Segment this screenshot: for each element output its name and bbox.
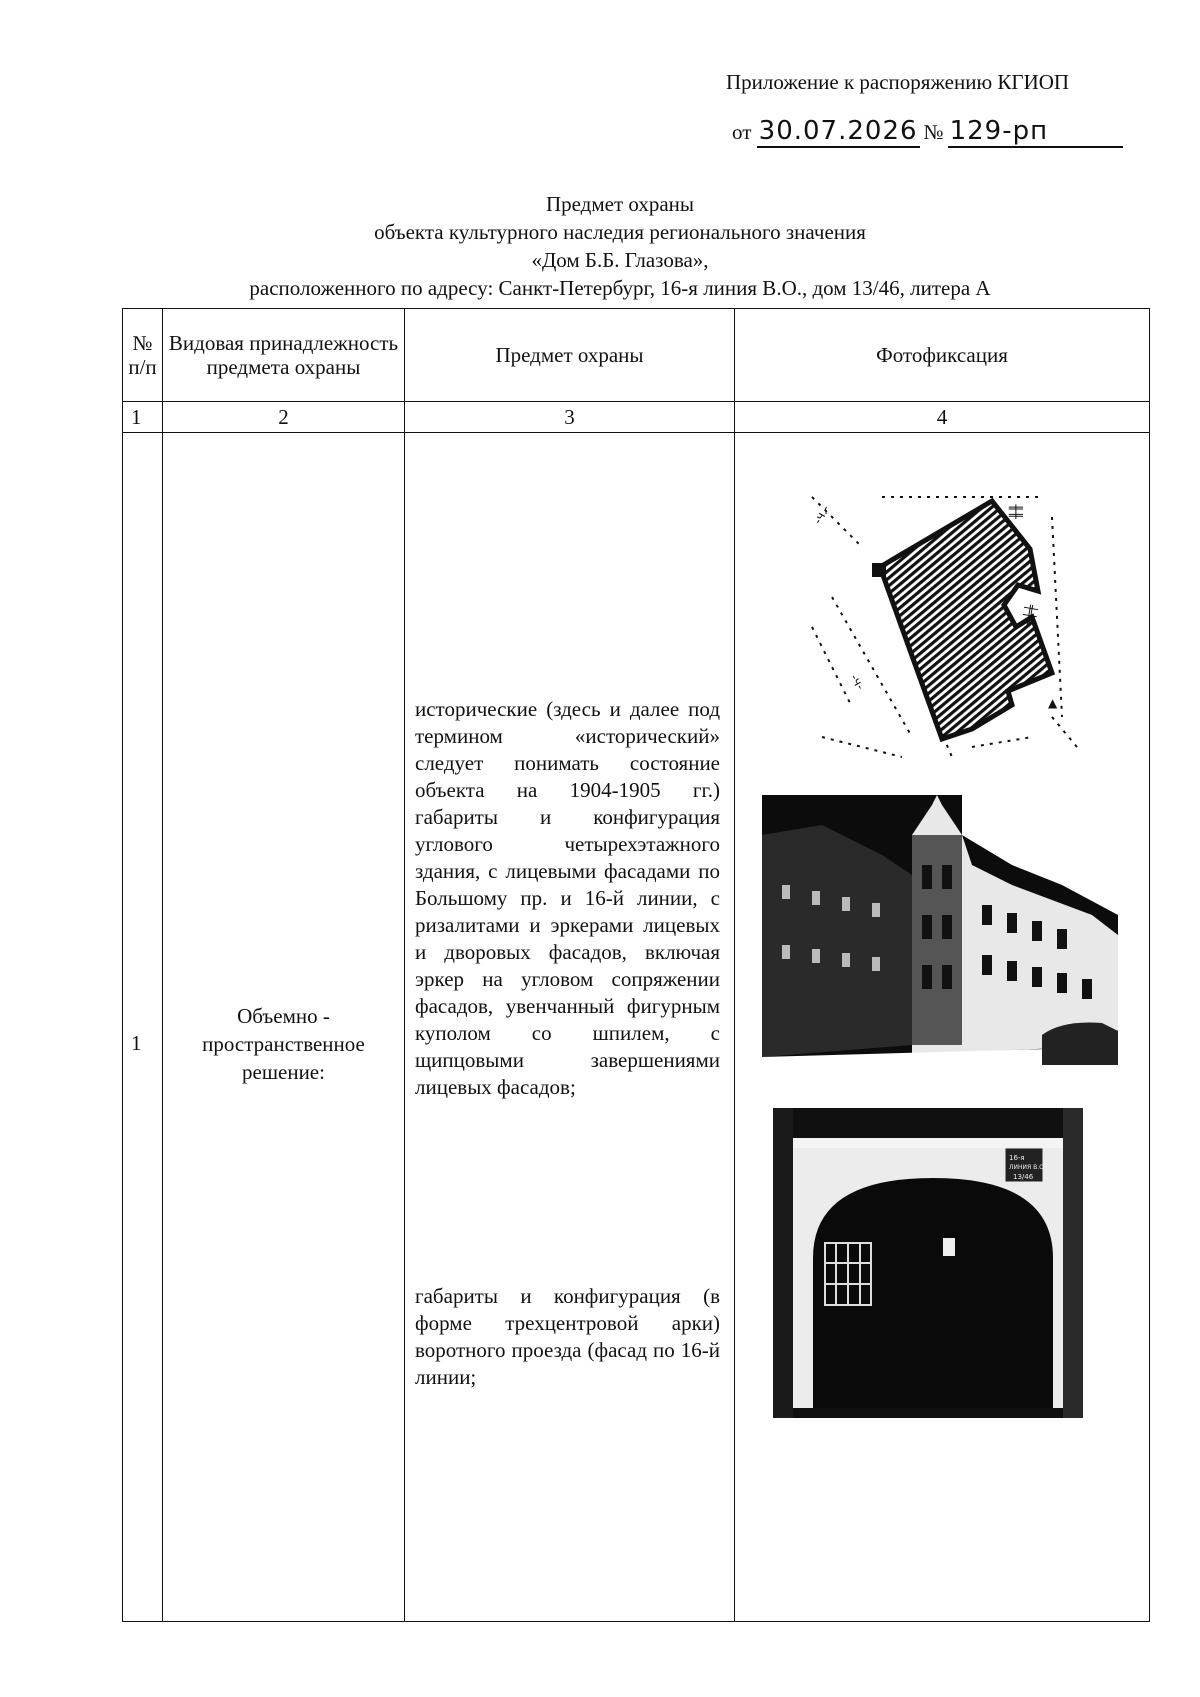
header-subject: Предмет охраны: [405, 309, 735, 402]
order-number: 129-рп: [949, 116, 1049, 146]
arched-gateway-photo-icon: [773, 1108, 1083, 1418]
street-sign-line-2: ЛИНИЯ В.О.: [1009, 1164, 1046, 1171]
title-line-3: «Дом Б.Б. Глазова»,: [531, 248, 709, 272]
row-kind: Объемно - пространственное решение:: [202, 1003, 365, 1084]
appendix-note: Приложение к распоряжению КГИОП: [726, 70, 1070, 94]
table-row: [123, 433, 1150, 1622]
header-kind: Видовая принадлежность предмета охраны: [163, 309, 405, 402]
street-sign-line-3: 13/46: [1013, 1173, 1034, 1181]
svg-text:╫╫: ╫╫: [1009, 504, 1023, 519]
document-title: [120, 190, 1120, 302]
order-reference: [732, 116, 1123, 148]
protection-table: [122, 308, 1150, 1622]
corner-building-photo-icon: [762, 795, 1118, 1073]
number-sign: №: [923, 120, 944, 144]
svg-text:╪╪╪: ╪╪╪: [1021, 603, 1039, 628]
header-photo: Фотофиксация: [735, 309, 1150, 402]
order-date: 30.07.2026: [758, 116, 918, 146]
cadastral-plan-icon: [792, 477, 1080, 765]
svg-text:-ч.-: -ч.-: [810, 502, 833, 527]
title-line-1: Предмет охраны: [545, 192, 695, 216]
header-number: № п/п: [123, 309, 163, 402]
subject-item-1: исторические (здесь и далее под термином «исторический» следует понимать состояние объекта на 1904-1905 гг.) габариты и конфигурация углового четырехэтажного здания, с лицевыми фасадами по Большому пр. и 16-й линии, с ризалитами и эркерами лицевых и дворовых фасадов, включая эркер на угловом сопряжении фасадов, увенчанный фигурным куполом со шпилем, с щипцовыми завершениями лицевых фасадов;: [415, 697, 720, 1099]
column-index-3: 3: [405, 402, 735, 433]
column-index-4: 4: [735, 402, 1150, 433]
gateway-photo: [773, 1108, 1083, 1418]
column-index-2: 2: [163, 402, 405, 433]
title-address: расположенного по адресу: Санкт-Петербург, 16-я линия В.О., дом 13/46, литера А: [249, 276, 991, 300]
column-index-1: 1: [123, 402, 163, 433]
street-sign-line-1: 16-я: [1009, 1154, 1025, 1162]
title-line-2: объекта культурного наследия регионального значения: [374, 220, 866, 244]
site-plan-image: [792, 477, 1080, 765]
row-subject: [405, 663, 734, 1391]
building-photo: [762, 795, 1118, 1073]
column-index-row: [123, 402, 1150, 433]
date-prefix: от: [732, 120, 752, 144]
table-header-row: [123, 309, 1150, 402]
subject-item-2: габариты и конфигурация (в форме трехцентровой арки) воротного проезда (фасад по 16-й линии;: [415, 1284, 720, 1389]
row-number: 1: [131, 1031, 142, 1055]
svg-text:▲: ▲: [1048, 696, 1058, 710]
svg-text:-ч-: -ч-: [847, 671, 868, 693]
photo-cell: [735, 433, 1150, 1622]
